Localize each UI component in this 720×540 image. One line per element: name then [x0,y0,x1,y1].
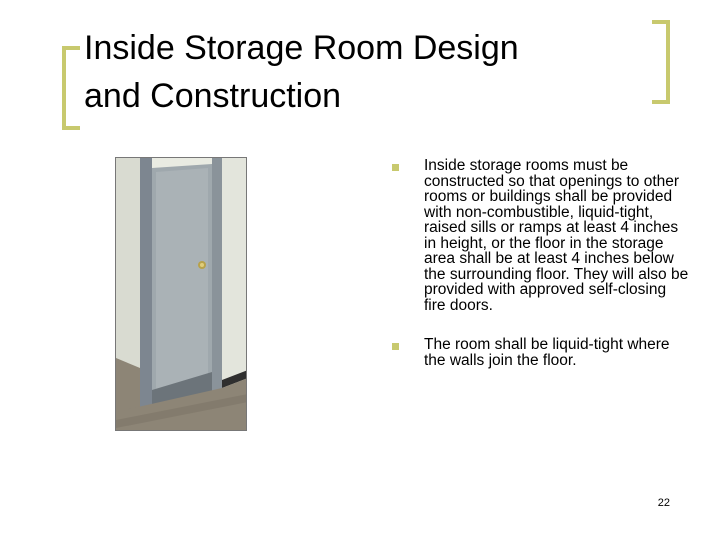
slide-title [84,24,644,120]
bullet-text: Inside storage rooms must be constructed so that openings to other rooms or buildings shall be provided with non-combustible, liquid-tight, raised sills or ramps at least 4 inches in height, or the floor in the storage area shall be at least 4 inches below the surrounding floor. They will also be provided with approved self-closing fire doors. [424,157,689,314]
square-bullet-icon [392,164,399,171]
bullet-list [390,158,690,368]
storage-room-door-photo [115,157,247,431]
bullet-text: The room shall be liquid-tight where the walls join the floor. [424,336,670,369]
page-number: 22 [657,497,670,509]
title-line-1: Inside Storage Room Design [84,29,519,67]
bullet-item [390,158,690,313]
title-line-2: and Construction [84,77,342,115]
square-bullet-icon [392,343,399,350]
bullet-item [390,337,690,368]
